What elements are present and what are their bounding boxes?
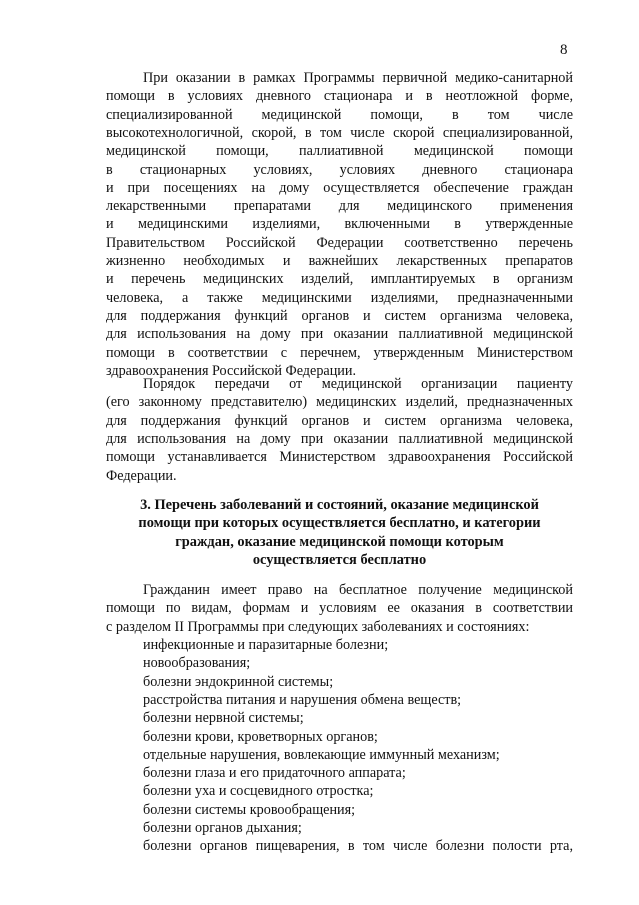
list-item: болезни нервной системы; xyxy=(143,710,304,727)
section-heading-line: помощи при которых осуществляется бесплатно, и категории xyxy=(138,515,541,532)
body-text-line: и при посещениях на дому осуществляется обеспечение граждан xyxy=(106,179,573,196)
body-text-line: и перечень медицинских изделий, имплантируемых в организм xyxy=(106,271,573,288)
body-text-line: Порядок передачи от медицинской организации пациенту xyxy=(143,376,573,392)
body-text-line: с разделом II Программы при следующих заболеваниях и состояниях: xyxy=(106,618,530,635)
body-text-line: помощи устанавливается Министерством здравоохранения Российской xyxy=(106,449,573,466)
body-text-line: для использования на дому при оказании паллиативной медицинской xyxy=(106,326,573,343)
list-item: болезни органов дыхания; xyxy=(143,820,302,836)
body-text-line: специализированной медицинской помощи, в том числе xyxy=(106,106,573,123)
body-text-line: помощи в условиях дневного стационара и в неотложной форме, xyxy=(106,88,573,105)
body-text-line: лекарственными препаратами для медицинского применения xyxy=(106,198,573,215)
section-heading-line: 3. Перечень заболеваний и состояний, оказание медицинской xyxy=(140,497,539,513)
body-text-line: Гражданин имеет право на бесплатное получение медицинской xyxy=(143,582,573,598)
list-item: болезни уха и сосцевидного отростка; xyxy=(143,783,374,800)
list-item: новообразования; xyxy=(143,655,251,672)
body-text-line: в стационарных условиях, условиях дневного стационара xyxy=(106,161,573,178)
list-item: болезни органов пищеварения, в том числе болезни полости рта, xyxy=(143,838,573,855)
body-text-line: жизненно необходимых и важнейших лекарственных препаратов xyxy=(106,253,573,269)
body-text-line: помощи в соответствии с перечнем, утвержденным Министерством xyxy=(106,344,573,361)
body-text-line: для поддержания функций органов и систем организма человека, xyxy=(106,412,573,429)
body-text-line: здравоохранения Российской Федерации. xyxy=(106,362,357,379)
list-item: болезни крови, кроветворных органов; xyxy=(143,728,378,745)
body-text-line: для поддержания функций органов и систем организма человека, xyxy=(106,307,573,324)
page-number: 8 xyxy=(560,42,568,58)
list-item: отдельные нарушения, вовлекающие иммунный механизм; xyxy=(143,746,500,763)
list-item: болезни глаза и его придаточного аппарата; xyxy=(143,765,406,782)
body-text-line: помощи по видам, формам и условиям ее оказания в соответствии xyxy=(106,600,573,617)
body-text-line: и медицинскими изделиями, включенными в утвержденные xyxy=(106,216,573,233)
body-text-line: Правительством Российской Федерации соответственно перечень xyxy=(106,234,573,251)
section-heading-line: осуществляется бесплатно xyxy=(252,551,427,568)
list-item: расстройства питания и нарушения обмена веществ; xyxy=(143,691,462,708)
body-text-line: медицинской помощи, паллиативной медицинской помощи xyxy=(106,143,573,160)
body-text-line: (его законному представителю) медицинских изделий, предназначенных xyxy=(106,394,573,411)
body-text-line: человека, а также медицинскими изделиями, предназначенными xyxy=(106,289,573,306)
list-item: инфекционные и паразитарные болезни; xyxy=(143,637,389,653)
body-text-line: для использования на дому при оказании паллиативной медицинской xyxy=(106,430,573,447)
section-heading-line: граждан, оказание медицинской помощи которым xyxy=(175,533,504,550)
list-item: болезни эндокринной системы; xyxy=(143,673,334,690)
list-item: болезни системы кровообращения; xyxy=(143,801,356,818)
body-text-line: Федерации. xyxy=(106,467,177,484)
body-text-line: высокотехнологичной, скорой, в том числе скорой специализированной, xyxy=(106,124,573,141)
body-text-line: При оказании в рамках Программы первичной медико-санитарной xyxy=(143,70,573,86)
